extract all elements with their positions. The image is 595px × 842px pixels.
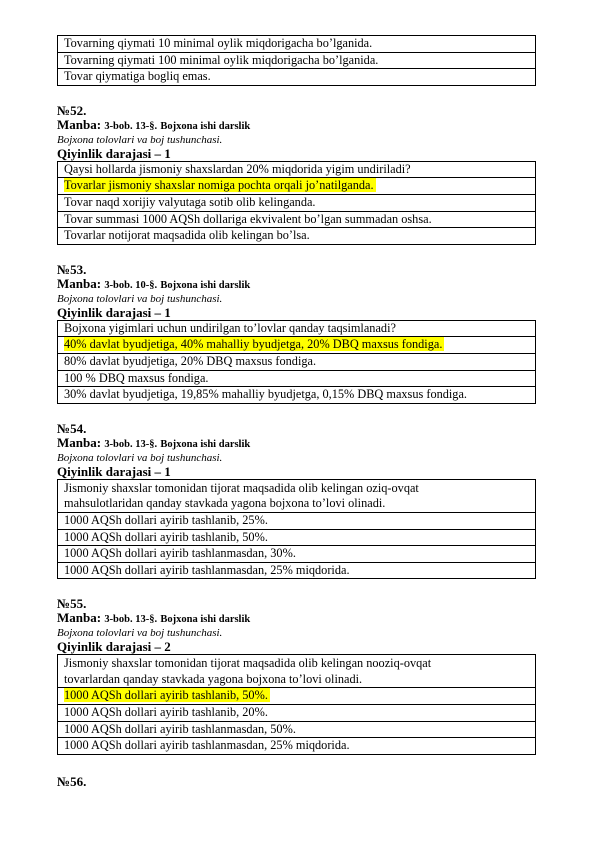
source-label: Manba: — [57, 116, 102, 132]
question-text-line-2: mahsulotlaridan qanday stavkada yagona bojxona to’lovi olinadi. — [64, 496, 386, 511]
question-number: №52. — [57, 102, 87, 118]
source-book: Bojxona ishi darslik — [160, 438, 251, 450]
difficulty-level: Qiyinlik darajasi – 2 — [57, 639, 171, 655]
correct-answer-highlight: Tovarlar jismoniy shaxslar nomiga pochta orqali jo’natilganda. — [64, 178, 374, 193]
option-cell: Tovarning qiymati 100 minimal oylik miqdorigacha bo’lganida. — [58, 52, 536, 69]
table-row — [58, 387, 536, 404]
table-row — [58, 479, 536, 512]
question-text-line-1: Jismoniy shaxslar tomonidan tijorat maqsadida olib kelingan oziq-ovqat — [64, 480, 419, 495]
question-56 — [57, 774, 537, 789]
option-cell: Tovar naqd xorijiy valyutaga sotib olib kelinganda. — [58, 194, 536, 211]
question-54 — [57, 421, 537, 580]
option-cell: Tovar summasi 1000 AQSh dollariga ekvivalent bo’lgan summadan oshsa. — [58, 211, 536, 228]
table-row — [58, 512, 536, 529]
question-text-line-1: Jismoniy shaxslar tomonidan tijorat maqsadida olib kelingan nooziq-ovqat — [64, 656, 432, 671]
table-row — [58, 655, 536, 688]
question-table — [57, 654, 536, 755]
question-table — [57, 161, 536, 245]
question-source — [57, 611, 537, 627]
option-cell: 1000 AQSh dollari ayirib tashlanib, 25%. — [58, 512, 536, 529]
option-cell: 1000 AQSh dollari ayirib tashlanib, 20%. — [58, 705, 536, 722]
table-row — [58, 705, 536, 722]
table-row — [58, 370, 536, 387]
question-source — [57, 118, 537, 134]
source-ref: 3-bob. 13-§. — [104, 614, 158, 626]
question-text: Qaysi hollarda jismoniy shaxslardan 20% miqdorida yigim undiriladi? — [58, 161, 536, 178]
option-cell: 1000 AQSh dollari ayirib tashlanmasdan, 30%. — [58, 546, 536, 563]
table-row — [58, 721, 536, 738]
question-topic: Bojxona tolovlari va boj tushunchasi. — [57, 133, 223, 146]
option-cell: 1000 AQSh dollari ayirib tashlanmasdan, 25% miqdorida. — [58, 562, 536, 579]
question-52 — [57, 103, 537, 245]
table-row — [58, 529, 536, 546]
table-row — [58, 52, 536, 69]
source-ref: 3-bob. 13-§. — [104, 120, 158, 132]
table-row — [58, 320, 536, 337]
table-row — [58, 161, 536, 178]
option-cell: Tovarning qiymati 10 minimal oylik miqdorigacha bo’lganida. — [58, 36, 536, 53]
source-ref: 3-bob. 13-§. — [104, 438, 158, 450]
question-source — [57, 436, 537, 452]
table-row — [58, 337, 536, 354]
question-number: №55. — [57, 596, 87, 612]
table-row — [58, 688, 536, 705]
option-cell-correct — [58, 688, 536, 705]
question-topic: Bojxona tolovlari va boj tushunchasi. — [57, 292, 223, 305]
option-cell: 1000 AQSh dollari ayirib tashlanmasdan, 50%. — [58, 721, 536, 738]
option-cell: 100 % DBQ maxsus fondiga. — [58, 370, 536, 387]
question-53 — [57, 262, 537, 404]
source-book: Bojxona ishi darslik — [160, 614, 251, 626]
option-cell: 30% davlat byudjetiga, 19,85% mahalliy byudjetga, 0,15% DBQ maxsus fondiga. — [58, 387, 536, 404]
source-book: Bojxona ishi darslik — [160, 279, 251, 291]
answer-table-prev — [57, 35, 536, 86]
question-text: Bojxona yigimlari uchun undirilgan to’lovlar qanday taqsimlanadi? — [58, 320, 536, 337]
question-topic: Bojxona tolovlari va boj tushunchasi. — [57, 451, 223, 464]
question-text — [58, 655, 536, 688]
option-cell: 1000 AQSh dollari ayirib tashlanib, 50%. — [58, 529, 536, 546]
table-row — [58, 36, 536, 53]
document-page — [57, 35, 537, 789]
question-text — [58, 479, 536, 512]
table-row — [58, 69, 536, 86]
table-row — [58, 353, 536, 370]
table-row — [58, 194, 536, 211]
option-cell: 80% davlat byudjetiga, 20% DBQ maxsus fondiga. — [58, 353, 536, 370]
source-label: Manba: — [57, 434, 102, 450]
question-number: №56. — [57, 773, 87, 789]
table-row — [58, 546, 536, 563]
option-cell: Tovarlar notijorat maqsadida olib kelingan bo’lsa. — [58, 228, 536, 245]
table-row — [58, 211, 536, 228]
table-row — [58, 738, 536, 755]
question-source — [57, 277, 537, 293]
option-cell: 1000 AQSh dollari ayirib tashlanmasdan, 25% miqdorida. — [58, 738, 536, 755]
source-label: Manba: — [57, 610, 102, 626]
source-book: Bojxona ishi darslik — [160, 120, 251, 132]
difficulty-level: Qiyinlik darajasi – 1 — [57, 145, 171, 161]
option-cell-correct — [58, 337, 536, 354]
correct-answer-highlight: 40% davlat byudjetiga, 40% mahalliy byudjetga, 20% DBQ maxsus fondiga. — [64, 337, 443, 352]
table-row — [58, 562, 536, 579]
question-text-line-2: tovarlardan qanday stavkada yagona bojxona to’lovi olinadi. — [64, 671, 363, 686]
table-row — [58, 228, 536, 245]
table-row — [58, 178, 536, 195]
question-table — [57, 479, 536, 580]
question-number: №53. — [57, 261, 87, 277]
source-ref: 3-bob. 10-§. — [104, 279, 158, 291]
difficulty-level: Qiyinlik darajasi – 1 — [57, 463, 171, 479]
question-55 — [57, 596, 537, 755]
source-label: Manba: — [57, 275, 102, 291]
question-topic: Bojxona tolovlari va boj tushunchasi. — [57, 627, 223, 640]
question-table — [57, 320, 536, 404]
correct-answer-highlight: 1000 AQSh dollari ayirib tashlanib, 50%. — [64, 688, 268, 703]
difficulty-level: Qiyinlik darajasi – 1 — [57, 304, 171, 320]
option-cell: Tovar qiymatiga bogliq emas. — [58, 69, 536, 86]
question-number: №54. — [57, 420, 87, 436]
option-cell-correct — [58, 178, 536, 195]
